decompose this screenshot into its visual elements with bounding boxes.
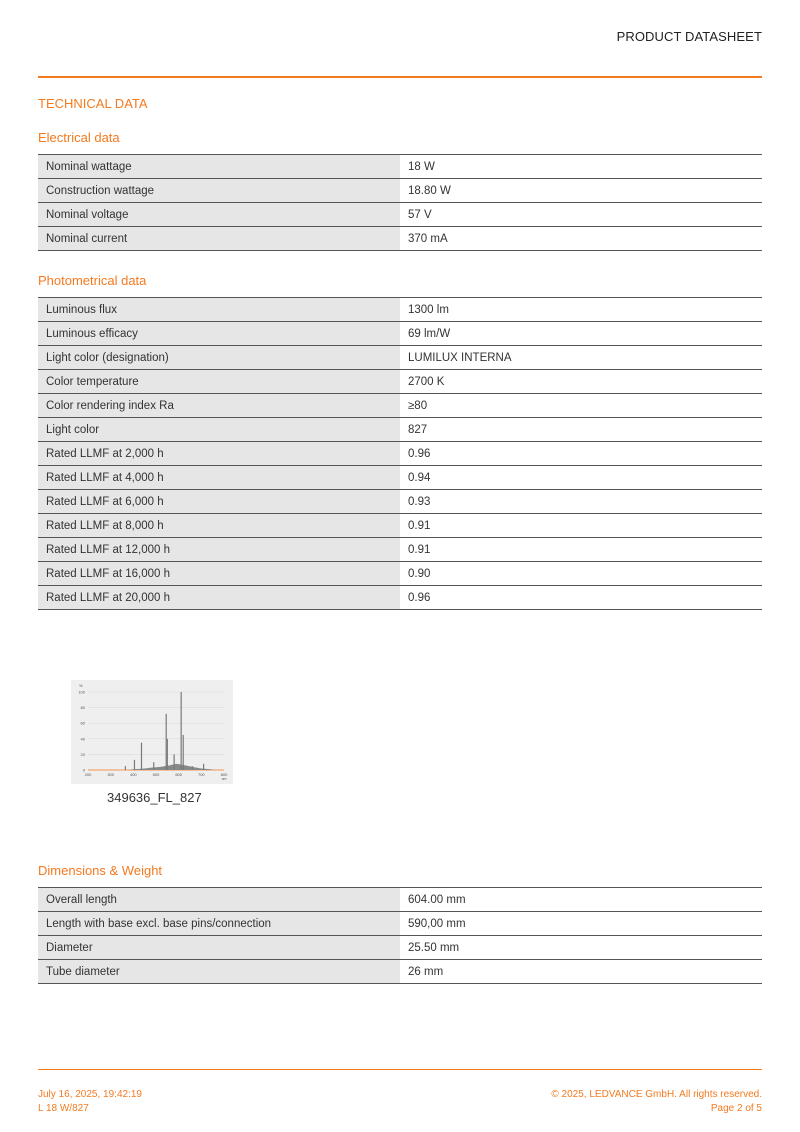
row-value: 0.91 [400,538,762,562]
table-row [38,203,762,227]
table-row [38,298,762,322]
row-value: 590,00 mm [400,912,762,936]
table-row [38,586,762,610]
header-label: PRODUCT DATASHEET [616,29,762,44]
footer-product: L 18 W/827 [38,1103,89,1114]
footer-copyright: © 2025, LEDVANCE GmbH. All rights reserved. [551,1089,762,1100]
spectrum-line [167,739,168,770]
row-label: Rated LLMF at 12,000 h [38,538,400,562]
row-label: Rated LLMF at 4,000 h [38,466,400,490]
row-label: Color temperature [38,370,400,394]
row-label: Construction wattage [38,179,400,203]
table-row [38,514,762,538]
spectrum-line [125,766,126,770]
row-label: Overall length [38,888,400,912]
row-value: 1300 lm [400,298,762,322]
row-value: 0.94 [400,466,762,490]
section-title-technical-data: TECHNICAL DATA [38,96,148,111]
x-tick-label: 300 [107,772,115,777]
row-label: Luminous flux [38,298,400,322]
photometrical-data-heading: Photometrical data [38,273,147,288]
dimensions-heading: Dimensions & Weight [38,863,163,878]
row-value: 0.91 [400,514,762,538]
table-row [38,322,762,346]
spectrum-line [183,735,184,770]
spectrum-line [134,760,135,770]
photometrical-data-table [38,297,762,610]
x-tick-label: 400 [129,772,137,777]
y-tick-label: 100 [78,689,85,695]
y-tick-label: 20 [80,751,85,757]
electrical-data-heading: Electrical data [38,130,120,145]
dimensions-table [38,887,762,984]
row-label: Rated LLMF at 8,000 h [38,514,400,538]
footer-page-number: Page 2 of 5 [710,1103,762,1114]
row-value: 18 W [400,155,762,179]
row-label: Rated LLMF at 2,000 h [38,442,400,466]
y-unit-label: % [79,683,83,688]
row-label: Nominal current [38,227,400,251]
row-value: 604.00 mm [400,888,762,912]
row-value: 26 mm [400,960,762,984]
row-label: Luminous efficacy [38,322,400,346]
table-row [38,179,762,203]
x-tick-label: 800 [220,772,228,777]
table-row [38,394,762,418]
footer-rule [38,1069,762,1070]
y-tick-label: 40 [80,736,85,742]
x-tick-label: 700 [197,772,205,777]
table-row [38,562,762,586]
row-value: 0.96 [400,442,762,466]
row-label: Color rendering index Ra [38,394,400,418]
table-row [38,888,762,912]
footer-date: July 16, 2025, 19:42:19 [38,1089,142,1100]
row-value: 827 [400,418,762,442]
spectrum-line [166,714,167,770]
x-tick-label: 200 [84,772,92,777]
spectrum-caption: 349636_FL_827 [107,790,202,805]
table-row [38,418,762,442]
spectrum-line [203,764,204,770]
table-row [38,936,762,960]
row-value: 0.96 [400,586,762,610]
spectrum-line [181,692,182,770]
row-value: ≥80 [400,394,762,418]
row-label: Nominal wattage [38,155,400,179]
y-tick-label: 80 [80,705,85,711]
header-rule [38,76,762,78]
spectrum-line [192,766,193,770]
row-value: 57 V [400,203,762,227]
table-row [38,346,762,370]
row-label: Tube diameter [38,960,400,984]
table-row [38,538,762,562]
row-label: Nominal voltage [38,203,400,227]
y-tick-label: 0 [82,767,85,773]
table-row [38,912,762,936]
spectrum-line [153,762,154,770]
x-unit-label: nm [221,777,227,781]
x-tick-label: 500 [152,772,160,777]
row-value: LUMILUX INTERNA [400,346,762,370]
row-value: 18.80 W [400,179,762,203]
table-row [38,466,762,490]
row-label: Light color (designation) [38,346,400,370]
spectrum-line [174,754,175,770]
table-row [38,490,762,514]
row-label: Rated LLMF at 20,000 h [38,586,400,610]
electrical-data-table [38,154,762,251]
table-row [38,155,762,179]
x-tick-label: 600 [175,772,183,777]
row-value: 0.90 [400,562,762,586]
row-label: Rated LLMF at 6,000 h [38,490,400,514]
row-value: 2700 K [400,370,762,394]
y-tick-label: 60 [80,720,85,726]
row-label: Diameter [38,936,400,960]
row-value: 25.50 mm [400,936,762,960]
table-row [38,370,762,394]
row-value: 69 lm/W [400,322,762,346]
row-value: 0.93 [400,490,762,514]
row-label: Rated LLMF at 16,000 h [38,562,400,586]
row-label: Length with base excl. base pins/connection [38,912,400,936]
table-row [38,227,762,251]
spectrum-line [141,743,142,770]
row-label: Light color [38,418,400,442]
row-value: 370 mA [400,227,762,251]
table-row [38,960,762,984]
table-row [38,442,762,466]
spectrum-chart [71,680,233,784]
